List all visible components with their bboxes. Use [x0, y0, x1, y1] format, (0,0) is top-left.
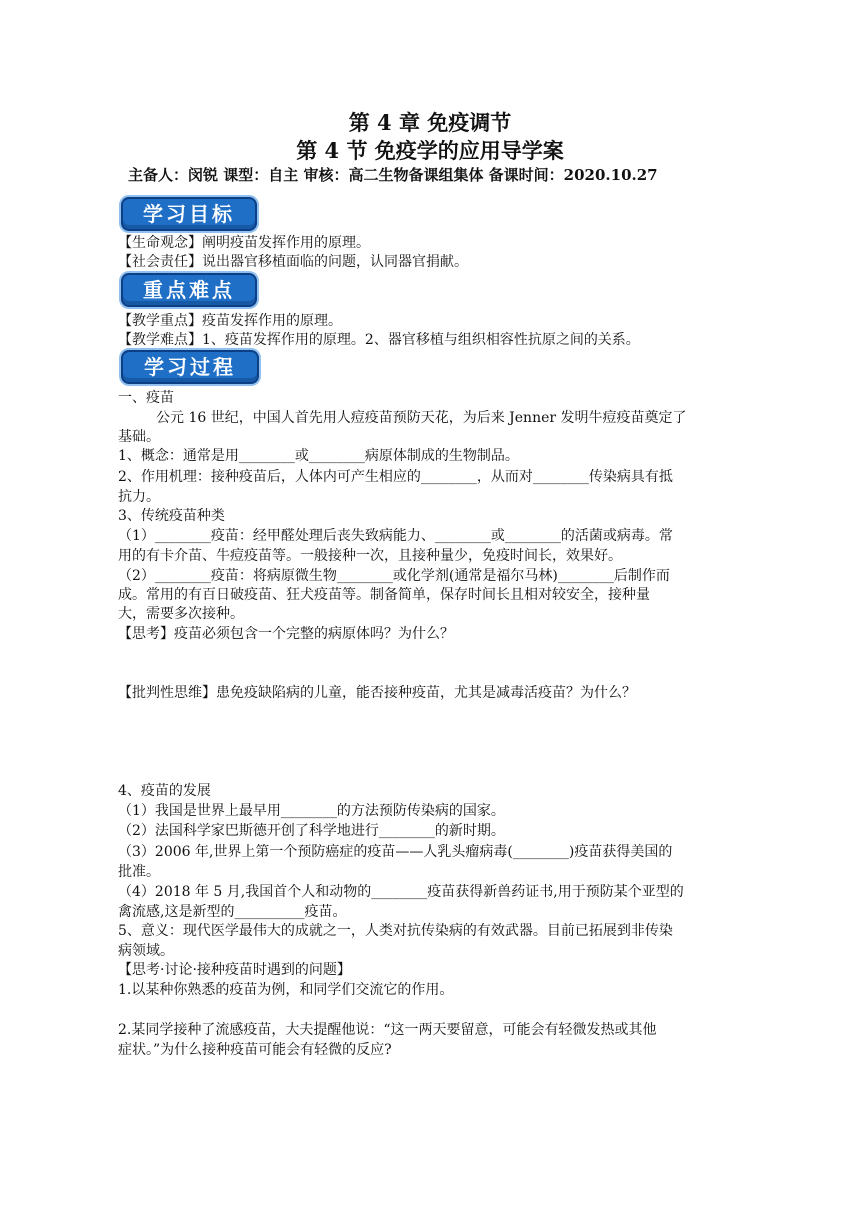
- objective-line: 【生命观念】阐明疫苗发挥作用的原理。: [118, 235, 370, 251]
- objectives-badge: 学习目标: [121, 197, 257, 231]
- paragraph-line: 5、意义：现代医学最伟大的成就之一，人类对抗传染病的有效武器。目前已拓展到非传染: [118, 923, 673, 939]
- think-question: 【思考】疫苗必须包含一个完整的病原体吗？为什么？: [118, 626, 454, 642]
- paragraph-line: 1、概念：通常是用________或________病原体制成的生物制品。: [118, 448, 519, 464]
- section-heading: 4、疫苗的发展: [118, 783, 211, 799]
- paragraph-line: 大，需要多次接种。: [118, 606, 244, 622]
- paragraph-line: （2）________疫苗：将病原微生物________或化学剂(通常是福尔马林)________后制作而: [118, 568, 670, 584]
- key-point-line: 【教学重点】疫苗发挥作用的原理。: [118, 313, 342, 329]
- discussion-question: 1.以某种你熟悉的疫苗为例，和同学们交流它的作用。: [118, 982, 454, 998]
- paragraph-line: 病领域。: [118, 943, 174, 959]
- paragraph-line: （3）2006 年,世界上第一个预防癌症的疫苗——人乳头瘤病毒(________)疫苗获得美国的: [118, 844, 673, 860]
- paragraph-line: 抗力。: [118, 489, 160, 505]
- paragraph-line: 2、作用机理：接种疫苗后，人体内可产生相应的________，从而对________传染病具有抵: [118, 469, 673, 485]
- paragraph-line: 基础。: [118, 429, 160, 445]
- paragraph-line: 禽流感,这是新型的__________疫苗。: [118, 904, 347, 920]
- paragraph-line: 成。常用的有百日破疫苗、狂犬疫苗等。制备简单，保存时间长且相对较安全，接种量: [118, 587, 650, 603]
- paragraph-line: （1）我国是世界上最早用________的方法预防传染病的国家。: [118, 803, 505, 819]
- paragraph-line: 用的有卡介苗、牛痘疫苗等。一般接种一次，且接种量少，免疫时间长，效果好。: [118, 548, 622, 564]
- paragraph-line: 3、传统疫苗种类: [118, 508, 225, 524]
- paragraph-line: （1）________疫苗：经甲醛处理后丧失致病能力、________或________的活菌或病毒。常: [118, 528, 673, 544]
- paragraph-line: 公元 16 世纪，中国人首先用人痘疫苗预防天花，为后来 Jenner 发明牛痘疫苗奠定了: [156, 410, 687, 426]
- paragraph-line: （4）2018 年 5 月,我国首个人和动物的________疫苗获得新兽药证书,用于预防某个亚型的: [118, 884, 684, 900]
- chapter-title: 第 4 章 免疫调节: [348, 110, 512, 135]
- paragraph-line: （2）法国科学家巴斯德开创了科学地进行________的新时期。: [118, 823, 505, 839]
- discussion-question: 2.某同学接种了流感疫苗，大夫提醒他说：“这一两天要留意，可能会有轻微发热或其他: [118, 1022, 657, 1038]
- paragraph-line: 批准。: [118, 864, 160, 880]
- meta-line: 主备人：闵锐 课型：自主 审核：高二生物备课组集体 备课时间：2020.10.27: [128, 166, 658, 184]
- section-heading: 一、疫苗: [118, 390, 174, 406]
- critical-thinking-question: 【批判性思维】患免疫缺陷病的儿童，能否接种疫苗，尤其是减毒活疫苗？为什么？: [118, 685, 636, 701]
- discussion-heading: 【思考·讨论·接种疫苗时遇到的问题】: [118, 962, 351, 978]
- section-title: 第 4 节 免疫学的应用导学案: [296, 138, 564, 163]
- objective-line: 【社会责任】说出器官移植面临的问题，认同器官捐献。: [118, 254, 468, 270]
- key-point-line: 【教学难点】1、疫苗发挥作用的原理。2、器官移植与组织相容性抗原之间的关系。: [118, 332, 640, 348]
- key-points-badge: 重点难点: [121, 273, 257, 307]
- discussion-question: 症状。”为什么接种疫苗可能会有轻微的反应?: [118, 1042, 392, 1058]
- process-badge: 学习过程: [121, 350, 259, 384]
